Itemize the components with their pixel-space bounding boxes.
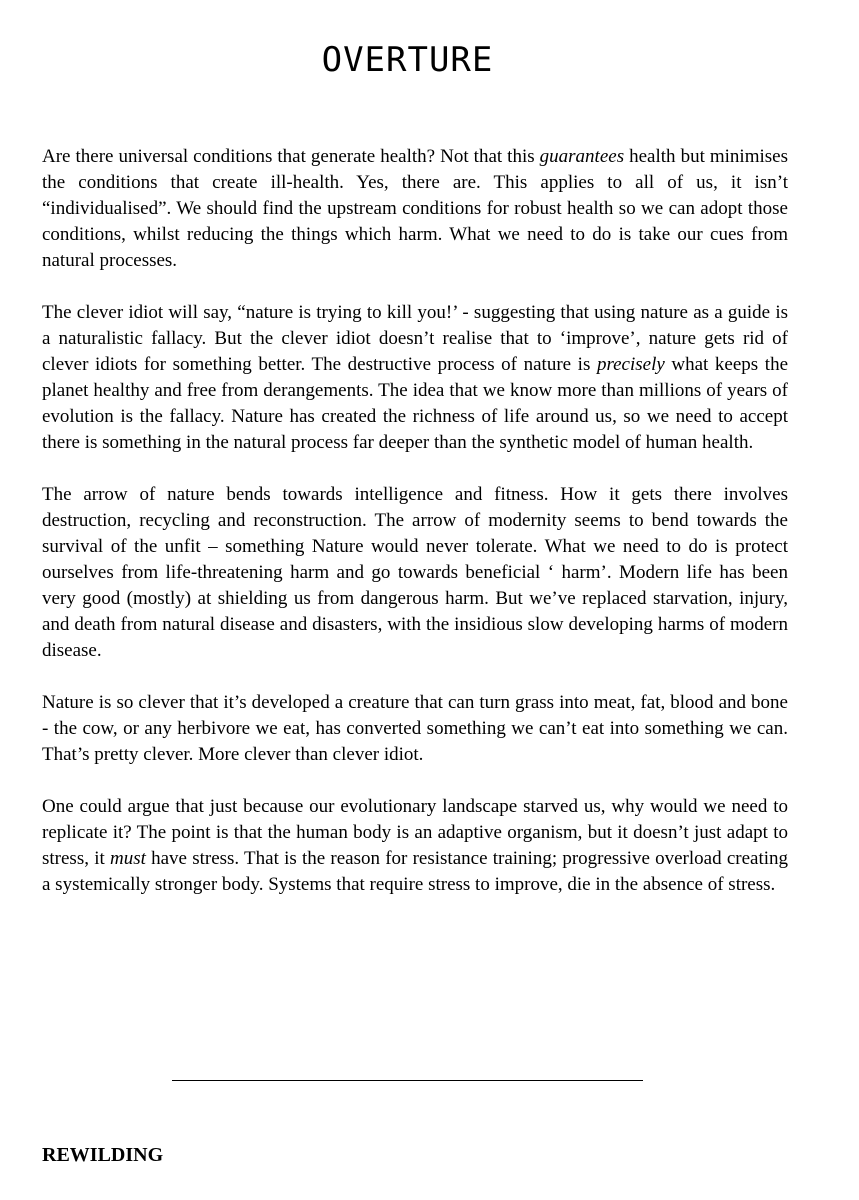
- paragraph-1-text-b: health but minimises the conditions that create ill-health. Yes, there are. This applies to all of us, it isn’t “individualised”. We should find the upstream conditions for robust health so we can adopt those conditions, whilst reducing the things which harm. What we need to do is take our cues from natural processes.: [42, 146, 788, 271]
- body-text: [42, 144, 788, 924]
- paragraph-2-emphasis: precisely: [596, 354, 665, 375]
- paragraph-1: [42, 144, 788, 274]
- paragraph-1-text-a: Are there universal conditions that generate health? Not that this: [42, 146, 540, 167]
- paragraph-1-emphasis: guarantees: [539, 146, 625, 167]
- paragraph-5-emphasis: must: [109, 848, 146, 869]
- paragraph-5: [42, 794, 788, 898]
- page-title: OVERTURE: [321, 40, 494, 80]
- paragraph-3: The arrow of nature bends towards intelligence and fitness. How it gets there involves destruction, recycling and reconstruction. The arrow of modernity seems to bend towards the survival of the unfit – something Nature would never tolerate. What we need to do is protect ourselves from life-threatening harm and go towards beneficial ‘ harm’. Modern life has been very good (mostly) at shielding us from dangerous harm. But we’ve replaced starvation, injury, and death from natural disease and disasters, with the insidious slow developing harms of modern disease.: [42, 484, 788, 661]
- paragraph-2-text-b: what keeps the planet healthy and free from derangements. The idea that we know more than millions of years of evolution is the fallacy. Nature has created the richness of life around us, so we need to accept there is something in the natural process far deeper than the synthetic model of human health.: [42, 354, 788, 453]
- section-divider: [172, 1080, 643, 1081]
- paragraph-2-text-a: The clever idiot will say, “nature is trying to kill you!’ - suggesting that using nature as a guide is a naturalistic fallacy. But the clever idiot doesn’t realise that to ‘improve’, nature gets rid of clever idiots for something better. The destructive process of nature is: [42, 302, 788, 375]
- paragraph-5-text-a: One could argue that just because our evolutionary landscape starved us, why would we need to replicate it? The point is that the human body is an adaptive organism, but it doesn’t just adapt to stress, it: [42, 796, 788, 869]
- paragraph-4: Nature is so clever that it’s developed a creature that can turn grass into meat, fat, blood and bone - the cow, or any herbivore we eat, has converted something we can’t eat into something we can. That’s pretty clever. More clever than clever idiot.: [42, 692, 788, 765]
- next-section-heading: REWILDING: [42, 1144, 164, 1166]
- paragraph-2: [42, 300, 788, 456]
- paragraph-5-text-b: have stress. That is the reason for resistance training; progressive overload creating a systemically stronger body. Systems that require stress to improve, die in the absence of stress.: [42, 848, 789, 895]
